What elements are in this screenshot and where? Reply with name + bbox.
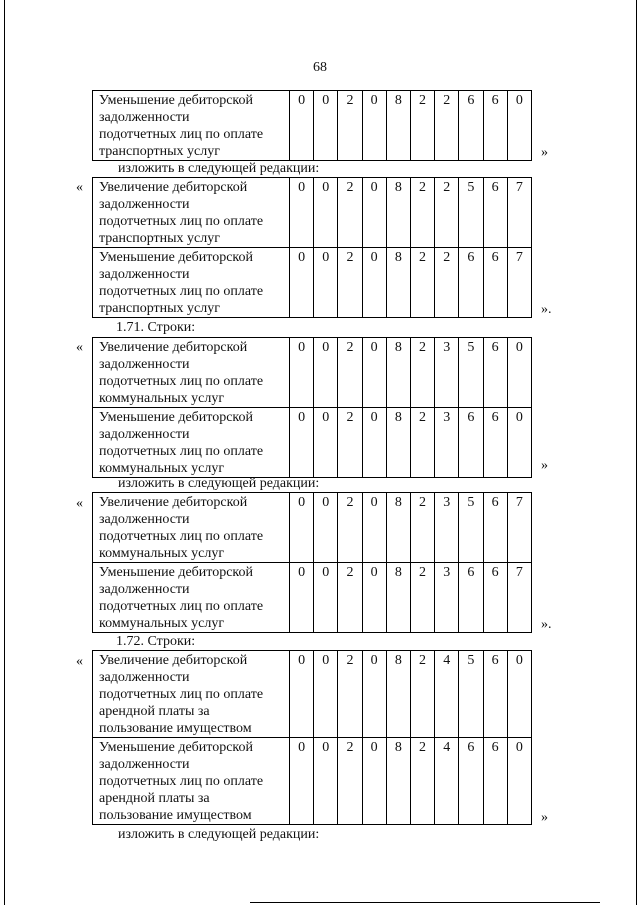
open-quote: « (76, 654, 83, 669)
code-digit-cell: 0 (362, 338, 386, 408)
row-label (93, 738, 290, 825)
code-digit-cell: 2 (338, 493, 362, 563)
code-digit-cell: 2 (410, 248, 434, 318)
code-digit-cell: 8 (386, 651, 410, 738)
row-label (93, 91, 290, 161)
row-label (93, 563, 290, 633)
table-row (93, 91, 532, 161)
row-label-line: задолженности (99, 267, 190, 282)
row-label-line: задолженности (99, 357, 190, 372)
code-digit-cell: 2 (410, 408, 434, 478)
row-label-line: коммунальных услуг (99, 391, 225, 406)
code-digit-cell: 6 (483, 563, 507, 633)
row-label-line: задолженности (99, 757, 190, 772)
code-digit-cell: 8 (386, 91, 410, 161)
row-label-line: коммунальных услуг (99, 546, 225, 561)
code-table-3 (92, 337, 532, 478)
code-table-1 (92, 90, 532, 161)
code-digit-cell: 2 (410, 651, 434, 738)
code-digit-cell: 0 (290, 563, 314, 633)
code-digit-cell: 5 (459, 338, 483, 408)
code-digit-cell: 0 (507, 91, 531, 161)
close-quote: » (541, 458, 548, 473)
row-label-line: подотчетных лиц по оплате (99, 529, 264, 544)
page-edge-bottom (250, 902, 600, 903)
code-digit-cell: 0 (362, 248, 386, 318)
code-digit-cell: 0 (362, 651, 386, 738)
code-digit-cell: 3 (435, 408, 459, 478)
code-digit-cell: 6 (483, 493, 507, 563)
row-label-line: подотчетных лиц по оплате (99, 214, 264, 229)
close-quote: » (541, 810, 548, 825)
code-digit-cell: 0 (362, 563, 386, 633)
open-quote: « (76, 180, 83, 195)
code-digit-cell: 6 (483, 248, 507, 318)
row-label-line: Увеличение дебиторской (99, 180, 248, 195)
code-digit-cell: 2 (410, 493, 434, 563)
row-label-line: пользование имуществом (99, 721, 252, 736)
row-label-line: задолженности (99, 512, 190, 527)
code-digit-cell: 8 (386, 738, 410, 825)
row-label-line: задолженности (99, 582, 190, 597)
code-table-4 (92, 492, 532, 633)
code-digit-cell: 0 (362, 493, 386, 563)
row-label (93, 248, 290, 318)
close-quote: » (541, 145, 548, 160)
code-digit-cell: 3 (435, 338, 459, 408)
row-label (93, 651, 290, 738)
row-label-line: задолженности (99, 670, 190, 685)
code-digit-cell: 6 (459, 563, 483, 633)
code-digit-cell: 6 (459, 408, 483, 478)
code-digit-cell: 0 (314, 91, 338, 161)
code-digit-cell: 0 (290, 651, 314, 738)
code-digit-cell: 6 (483, 178, 507, 248)
table-row (93, 408, 532, 478)
row-label-line: задолженности (99, 110, 190, 125)
row-label-line: задолженности (99, 197, 190, 212)
code-digit-cell: 0 (314, 563, 338, 633)
table-row (93, 493, 532, 563)
code-digit-cell: 0 (290, 738, 314, 825)
row-label-line: Уменьшение дебиторской (99, 410, 254, 425)
code-digit-cell: 2 (410, 178, 434, 248)
code-digit-cell: 0 (362, 178, 386, 248)
code-digit-cell: 0 (507, 651, 531, 738)
code-digit-cell: 0 (507, 738, 531, 825)
section-heading: 1.71. Строки: (116, 320, 196, 335)
code-digit-cell: 0 (362, 408, 386, 478)
row-label-line: подотчетных лиц по оплате (99, 127, 264, 142)
code-digit-cell: 2 (338, 563, 362, 633)
code-digit-cell: 0 (362, 91, 386, 161)
code-digit-cell: 0 (290, 248, 314, 318)
code-digit-cell: 3 (435, 493, 459, 563)
code-digit-cell: 6 (483, 91, 507, 161)
instruction-text: изложить в следующей редакции: (118, 476, 320, 491)
row-label-line: арендной платы за (99, 791, 210, 806)
code-digit-cell: 2 (338, 178, 362, 248)
code-digit-cell: 4 (435, 738, 459, 825)
code-digit-cell: 2 (338, 248, 362, 318)
code-digit-cell: 2 (338, 338, 362, 408)
row-label-line: подотчетных лиц по оплате (99, 599, 264, 614)
code-digit-cell: 2 (435, 248, 459, 318)
table-row (93, 651, 532, 738)
code-digit-cell: 8 (386, 338, 410, 408)
row-label-line: подотчетных лиц по оплате (99, 774, 264, 789)
code-digit-cell: 6 (483, 651, 507, 738)
row-label-line: подотчетных лиц по оплате (99, 374, 264, 389)
row-label-line: подотчетных лиц по оплате (99, 284, 264, 299)
row-label (93, 178, 290, 248)
row-label-line: Увеличение дебиторской (99, 653, 248, 668)
open-quote: « (76, 496, 83, 511)
code-digit-cell: 8 (386, 248, 410, 318)
code-digit-cell: 2 (410, 91, 434, 161)
code-digit-cell: 0 (290, 338, 314, 408)
page-edge-left (4, 0, 5, 905)
code-digit-cell: 2 (435, 178, 459, 248)
code-digit-cell: 8 (386, 408, 410, 478)
row-label-line: Уменьшение дебиторской (99, 565, 254, 580)
code-digit-cell: 2 (435, 91, 459, 161)
code-digit-cell: 5 (459, 651, 483, 738)
code-digit-cell: 0 (314, 248, 338, 318)
code-table-5 (92, 650, 532, 825)
row-label-line: пользование имуществом (99, 808, 252, 823)
code-digit-cell: 7 (507, 248, 531, 318)
code-digit-cell: 0 (314, 738, 338, 825)
code-digit-cell: 0 (507, 338, 531, 408)
code-digit-cell: 6 (483, 338, 507, 408)
code-digit-cell: 8 (386, 178, 410, 248)
code-digit-cell: 2 (338, 738, 362, 825)
row-label-line: транспортных услуг (99, 231, 220, 246)
code-digit-cell: 0 (314, 178, 338, 248)
table-row (93, 178, 532, 248)
instruction-text: изложить в следующей редакции: (118, 161, 320, 176)
instruction-text: изложить в следующей редакции: (118, 827, 320, 842)
table-row (93, 563, 532, 633)
code-digit-cell: 6 (459, 91, 483, 161)
code-digit-cell: 2 (338, 91, 362, 161)
code-digit-cell: 2 (338, 408, 362, 478)
code-digit-cell: 6 (459, 248, 483, 318)
row-label-line: Увеличение дебиторской (99, 340, 248, 355)
code-digit-cell: 0 (314, 338, 338, 408)
code-digit-cell: 0 (290, 408, 314, 478)
code-digit-cell: 6 (483, 408, 507, 478)
code-digit-cell: 0 (290, 178, 314, 248)
code-digit-cell: 6 (459, 738, 483, 825)
open-quote: « (76, 340, 83, 355)
code-digit-cell: 2 (338, 651, 362, 738)
code-digit-cell: 0 (314, 408, 338, 478)
row-label (93, 338, 290, 408)
page-edge-right (636, 0, 637, 905)
code-digit-cell: 4 (435, 651, 459, 738)
code-digit-cell: 5 (459, 178, 483, 248)
section-heading: 1.72. Строки: (116, 634, 196, 649)
code-digit-cell: 8 (386, 563, 410, 633)
code-digit-cell: 0 (507, 408, 531, 478)
row-label-line: коммунальных услуг (99, 461, 225, 476)
row-label-line: арендной платы за (99, 704, 210, 719)
row-label-line: Увеличение дебиторской (99, 495, 248, 510)
table-row (93, 248, 532, 318)
row-label-line: задолженности (99, 427, 190, 442)
row-label-line: подотчетных лиц по оплате (99, 687, 264, 702)
page-number: 68 (313, 60, 327, 75)
code-digit-cell: 2 (410, 338, 434, 408)
row-label-line: транспортных услуг (99, 301, 220, 316)
row-label-line: Уменьшение дебиторской (99, 250, 254, 265)
code-digit-cell: 5 (459, 493, 483, 563)
row-label (93, 493, 290, 563)
row-label-line: транспортных услуг (99, 144, 220, 159)
row-label-line: Уменьшение дебиторской (99, 93, 254, 108)
table-row (93, 738, 532, 825)
code-digit-cell: 2 (410, 563, 434, 633)
code-table-2 (92, 177, 532, 318)
table-row (93, 338, 532, 408)
code-digit-cell: 0 (314, 651, 338, 738)
row-label-line: коммунальных услуг (99, 616, 225, 631)
row-label-line: Уменьшение дебиторской (99, 740, 254, 755)
code-digit-cell: 3 (435, 563, 459, 633)
code-digit-cell: 2 (410, 738, 434, 825)
code-digit-cell: 6 (483, 738, 507, 825)
code-digit-cell: 0 (290, 91, 314, 161)
code-digit-cell: 7 (507, 178, 531, 248)
code-digit-cell: 7 (507, 493, 531, 563)
code-digit-cell: 0 (362, 738, 386, 825)
close-quote: ». (541, 617, 552, 632)
code-digit-cell: 7 (507, 563, 531, 633)
code-digit-cell: 0 (290, 493, 314, 563)
close-quote: ». (541, 302, 552, 317)
code-digit-cell: 0 (314, 493, 338, 563)
row-label (93, 408, 290, 478)
row-label-line: подотчетных лиц по оплате (99, 444, 264, 459)
code-digit-cell: 8 (386, 493, 410, 563)
